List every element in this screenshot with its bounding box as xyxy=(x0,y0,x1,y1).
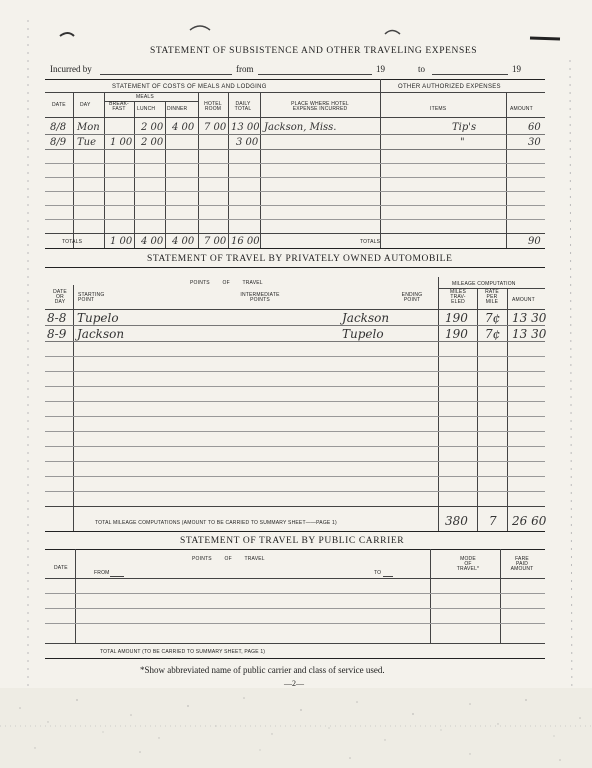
scan-noise-strip xyxy=(0,688,592,768)
auto-row-date: 8-9 xyxy=(47,327,67,341)
other-total-amount: 90 xyxy=(528,236,541,247)
auto-points-of-travel: POINTS OF TRAVEL xyxy=(190,280,263,286)
meals-col-date: DATE xyxy=(52,102,66,108)
auto-total-amount: 26 60 xyxy=(512,514,547,528)
auto-mileage-title: MILEAGE COMPUTATION xyxy=(452,281,516,287)
meals-total-hotel: 7 00 xyxy=(204,236,227,247)
auto-col-rate: RATE PER MILE xyxy=(485,289,499,305)
auto-total-label: TOTAL MILEAGE COMPUTATIONS (AMOUNT TO BE CARRIED TO SUMMARY SHEET——PAGE 1) xyxy=(95,520,337,526)
meals-col-daily: DAILY TOTAL xyxy=(234,101,252,112)
footnote: *Show abbreviated name of public carrier and class of service used. xyxy=(140,665,385,675)
page-number: —2— xyxy=(284,679,304,688)
other-row-item: " xyxy=(460,137,465,148)
meals-row-daily: 13 00 xyxy=(231,122,260,133)
meals-total-lunch: 4 00 xyxy=(141,236,164,247)
auto-col-start: STARTING POINT xyxy=(78,292,105,303)
meals-totals-label: TOTALS xyxy=(62,239,83,245)
form-title: STATEMENT OF SUBSISTENCE AND OTHER TRAVELING EXPENSES xyxy=(150,46,478,56)
auto-row-amount: 13 30 xyxy=(512,327,547,341)
carrier-col-date: DATE xyxy=(54,565,68,571)
meals-total-breakfast: 1 00 xyxy=(110,236,133,247)
other-col-amount: AMOUNT xyxy=(510,106,533,112)
auto-row-amount: 13 30 xyxy=(512,311,547,325)
year-prefix-from: 19 xyxy=(376,64,385,74)
auto-row-miles: 190 xyxy=(445,327,468,341)
auto-section-title: STATEMENT OF TRAVEL BY PRIVATELY OWNED AUTOMOBILE xyxy=(147,254,453,264)
year-prefix-to: 19 xyxy=(512,64,521,74)
meals-row-breakfast: 1 00 xyxy=(110,137,133,148)
meals-row-place: Jackson, Miss. xyxy=(264,122,337,133)
meals-total-dinner: 4 00 xyxy=(172,236,195,247)
meals-group-label: MEALS xyxy=(136,94,154,100)
incurred-by-label: Incurred by xyxy=(50,64,92,74)
auto-col-intermediate: INTERMEDIATE POINTS xyxy=(240,292,280,303)
other-row-amount: 30 xyxy=(528,137,541,148)
meals-row-lunch: 2 00 xyxy=(141,137,164,148)
to-label: to xyxy=(418,64,426,74)
other-row-item: Tip's xyxy=(452,122,477,133)
other-col-items: ITEMS xyxy=(430,106,447,112)
meals-row-date: 8/8 xyxy=(50,122,67,133)
meals-row-daily: 3 00 xyxy=(236,137,259,148)
meals-col-breakfast: BREAK- FAST xyxy=(109,101,129,112)
from-label: from xyxy=(236,64,254,74)
auto-total-miles: 380 xyxy=(445,514,468,528)
auto-row-ending: Tupelo xyxy=(342,327,384,341)
carrier-total-label: TOTAL AMOUNT (TO BE CARRIED TO SUMMARY SHEET, PAGE 1) xyxy=(100,649,266,655)
meals-col-hotel: HOTEL ROOM xyxy=(204,101,222,112)
meals-col-place: PLACE WHERE HOTEL EXPENSE INCURRED xyxy=(291,101,349,112)
auto-row-ending: Jackson xyxy=(342,311,390,325)
other-section-title: OTHER AUTHORIZED EXPENSES xyxy=(398,84,501,90)
meals-col-lunch: LUNCH xyxy=(137,106,156,112)
auto-row-start: Tupelo xyxy=(77,311,119,325)
meals-row-lunch: 2 00 xyxy=(141,122,164,133)
carrier-section-title: STATEMENT OF TRAVEL BY PUBLIC CARRIER xyxy=(180,536,405,546)
auto-row-date: 8-8 xyxy=(47,311,67,325)
carrier-col-fare: FARE PAID AMOUNT xyxy=(510,556,534,572)
auto-row-rate: 7¢ xyxy=(485,311,501,325)
auto-col-ending: ENDING POINT xyxy=(401,292,423,303)
meals-section-title: STATEMENT OF COSTS OF MEALS AND LODGING xyxy=(112,84,267,90)
carrier-from-label: FROM xyxy=(94,570,110,576)
auto-row-start: Jackson xyxy=(77,327,125,341)
auto-col-date: DATE OR DAY xyxy=(53,289,67,305)
auto-col-amount: AMOUNT xyxy=(512,297,535,303)
meals-row-day: Mon xyxy=(77,122,100,133)
other-row-amount: 60 xyxy=(528,122,541,133)
carrier-to-label: TO xyxy=(374,570,382,576)
meals-row-day: Tue xyxy=(77,137,97,148)
auto-row-rate: 7¢ xyxy=(485,327,501,341)
meals-col-day: DAY xyxy=(80,102,91,108)
carrier-points-of-travel: POINTS OF TRAVEL xyxy=(192,556,265,562)
meals-col-dinner: DINNER xyxy=(167,106,188,112)
meals-row-hotel: 7 00 xyxy=(204,122,227,133)
other-totals-label: TOTALS xyxy=(360,239,381,245)
meals-total-daily: 16 00 xyxy=(231,236,260,247)
auto-row-miles: 190 xyxy=(445,311,468,325)
carrier-col-mode: MODE OF TRAVEL* xyxy=(456,556,480,572)
meals-row-dinner: 4 00 xyxy=(172,122,195,133)
meals-row-date: 8/9 xyxy=(50,137,67,148)
auto-col-miles: MILES TRAV- ELED xyxy=(449,289,466,305)
auto-total-rate: 7 xyxy=(489,514,497,528)
